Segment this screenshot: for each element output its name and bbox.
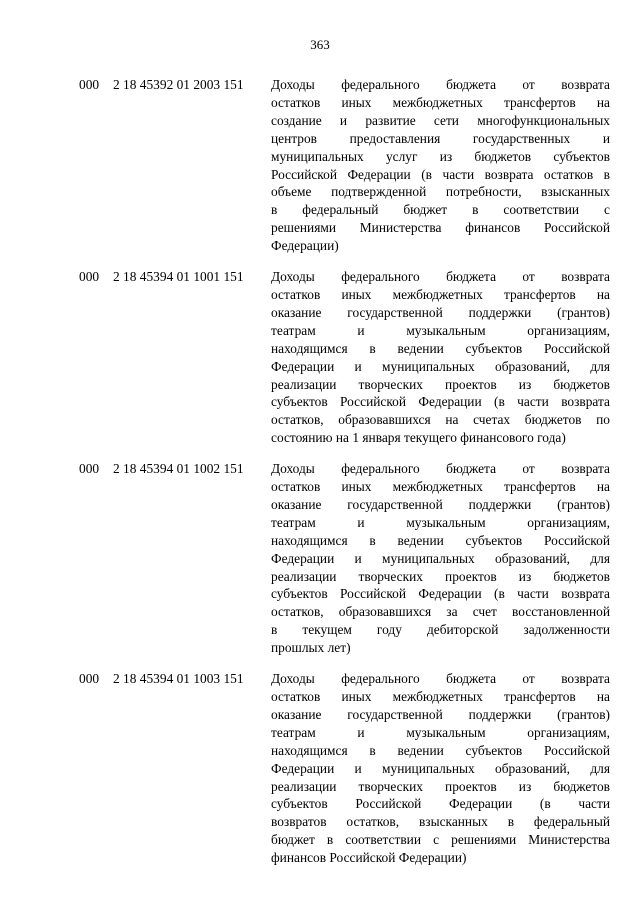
budget-code-table <box>79 76 610 867</box>
description-line: центров предоставления государственных и <box>271 130 610 146</box>
description-line: муниципальных услуг из бюджетов субъектов <box>271 148 610 164</box>
table-row <box>79 460 610 657</box>
description-line: оказание государственной поддержки (грантов) <box>271 304 610 320</box>
description-line: Российской Федерации (в части возврата остатков в <box>271 166 610 182</box>
description-line: Доходы федерального бюджета от возврата <box>271 269 610 285</box>
income-description <box>271 670 610 867</box>
description-line: находящимся в ведении субъектов Российской <box>271 340 610 356</box>
description-line: остатков иных межбюджетных трансфертов на <box>271 286 610 302</box>
administrator-code: 000 <box>79 461 100 477</box>
description-line: театрам и музыкальным организациям, <box>271 322 610 338</box>
table-row <box>79 268 610 447</box>
income-description <box>271 76 610 255</box>
description-line: остатков, образовавшихся за счет восстановленной <box>271 604 610 620</box>
budget-classification-code: 2 18 45394 01 1003 151 <box>113 671 244 687</box>
description-line: субъектов Российской Федерации (в части возврата <box>271 394 610 410</box>
description-line: остатков, образовавшихся на счетах бюджетов по <box>271 412 610 428</box>
description-line: Доходы федерального бюджета от возврата <box>271 461 610 477</box>
description-line: оказание государственной поддержки (грантов) <box>271 706 610 722</box>
income-description <box>271 268 610 447</box>
description-line: реализации творческих проектов из бюджетов <box>271 376 610 392</box>
administrator-code: 000 <box>79 77 100 92</box>
description-line: остатков иных межбюджетных трансфертов на <box>271 689 610 704</box>
description-line: остатков иных межбюджетных трансфертов на <box>271 479 610 495</box>
description-line: оказание государственной поддержки (грантов) <box>271 496 610 512</box>
description-line: состоянию на 1 января текущего финансового года) <box>271 430 566 446</box>
description-line: бюджет в соответствии с решениями Министерства <box>271 832 610 848</box>
budget-classification-code: 2 18 45394 01 1002 151 <box>113 461 244 477</box>
description-line: субъектов Российской Федерации (в части <box>271 796 610 812</box>
description-line: объеме подтвержденной потребности, взысканных <box>271 184 610 200</box>
budget-classification-code: 2 18 45392 01 2003 151 <box>113 77 244 92</box>
description-line: финансов Российской Федерации) <box>271 850 467 866</box>
description-line: реализации творческих проектов из бюджетов <box>271 778 610 794</box>
income-description <box>271 460 610 657</box>
description-line: создание и развитие сети многофункциональных <box>271 112 610 128</box>
description-line: находящимся в ведении субъектов Российской <box>271 742 610 758</box>
description-line: Федерации и муниципальных образований, для <box>271 358 610 374</box>
description-line: театрам и музыкальным организациям, <box>271 514 610 530</box>
description-line: Доходы федерального бюджета от возврата <box>271 671 610 687</box>
budget-classification-code: 2 18 45394 01 1001 151 <box>113 269 244 285</box>
description-line: Доходы федерального бюджета от возврата <box>271 77 610 92</box>
table-row <box>79 670 610 867</box>
description-line: прошлых лет) <box>271 640 351 656</box>
administrator-code: 000 <box>79 269 100 285</box>
table-row <box>79 76 610 255</box>
description-line: возвратов остатков, взысканных в федеральный <box>271 814 610 830</box>
description-line: остатков иных межбюджетных трансфертов на <box>271 94 610 110</box>
administrator-code: 000 <box>79 671 100 687</box>
description-line: Федерации) <box>271 238 339 254</box>
description-line: находящимся в ведении субъектов Российской <box>271 532 610 548</box>
description-line: театрам и музыкальным организациям, <box>271 724 610 740</box>
description-line: реализации творческих проектов из бюджетов <box>271 568 610 584</box>
description-line: Федерации и муниципальных образований, для <box>271 550 610 566</box>
description-line: субъектов Российской Федерации (в части возврата <box>271 586 610 602</box>
description-line: решениями Министерства финансов Российской <box>271 220 610 236</box>
description-line: в текущем году дебиторской задолженности <box>271 622 610 638</box>
page-number: 363 <box>310 37 330 52</box>
description-line: в федеральный бюджет в соответствии с <box>271 202 610 218</box>
description-line: Федерации и муниципальных образований, для <box>271 760 610 776</box>
